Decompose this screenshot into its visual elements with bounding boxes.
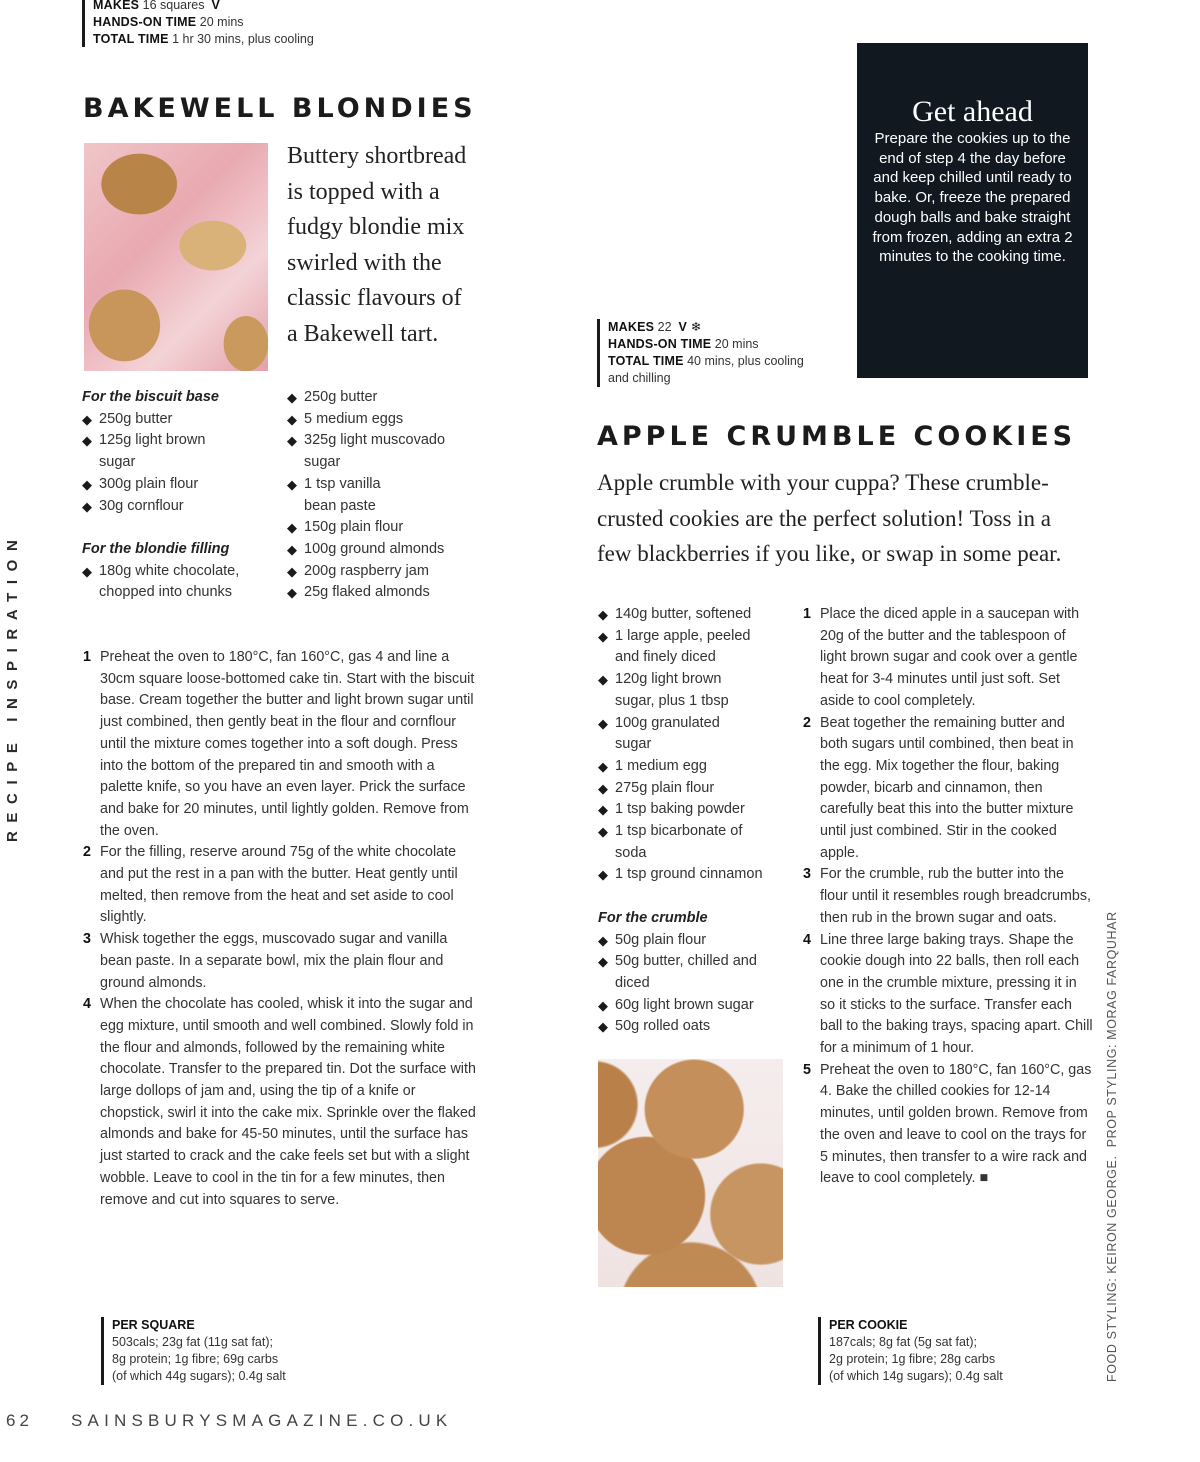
makes-value: 16 squares [142,0,205,12]
magazine-website[interactable]: SAINSBURYSMAGAZINE.CO.UK [71,1411,453,1430]
standfirst-line: a Bakewell tart. [287,320,439,347]
blondies-meta [82,0,382,47]
method-step: 2 Beat together the remaining butter and both sugars until combined, then beat in the egg. Mix together the flour, baking powder, bicarb and cinnamon, then carefully beat this into the butter mixture until just combined. Stir in the cooked apple. [803,714,1074,861]
method-step: 4 Line three large baking trays. Shape the cookie dough into 22 balls, then roll each one in the crumble mixture, pressing it in so it sticks to the surface. Transfer each ball to the baking trays, spacing apart. Chill for a minimum of 1 hour. [803,931,1093,1057]
ingredient-item: ◆ 1 large apple, peeled and finely diced [598,626,778,669]
photo-credits: FOOD STYLING: KEIRON GEORGE. PROP STYLING: MORAG FARQUHAR [1105,911,1119,1382]
section-label: RECIPE INSPIRATION [4,531,21,842]
ingredient-item: ◆ 1 medium egg [598,756,793,778]
ingredient-item: ◆ 1 tsp baking powder [598,799,793,821]
blondies-nutrition [101,1317,361,1385]
total-time-value: 40 mins, plus cooling and chilling [608,354,804,385]
nutrition-heading: PER COOKIE [829,1318,908,1332]
ingredient-list [82,561,277,604]
ingredient-item: ◆ 100g granulated sugar [598,713,748,756]
method-step: 3 For the crumble, rub the butter into the flour until it resembles rough breadcrumbs, then rub in the brown sugar and oats. [803,866,1091,926]
ingredient-item: ◆ 180g white chocolate, chopped into chunks [82,561,272,604]
total-time-value: 1 hr 30 mins, plus cooling [172,32,314,46]
ingredient-item: ◆ 60g light brown sugar [598,995,793,1017]
nutrition-line: (of which 14g sugars); 0.4g salt [829,1369,1003,1383]
blondies-standfirst [287,139,487,353]
ingredient-item: ◆ 50g butter, chilled and diced [598,951,768,994]
cookies-photo [598,1059,783,1287]
get-ahead-body: Prepare the cookies up to the end of step 4 the day before and keep chilled until ready to bake. Or, freeze the prepared dough balls and bake straight from frozen, adding an extra 2 minutes to the cooking time. [872,130,1073,266]
cookies-standfirst: Apple crumble with your cuppa? These crumble-crusted cookies are the perfect solution! Toss in a few blackberries if you like, or swap in some pear. [597,470,1062,566]
method-step: 2 For the filling, reserve around 75g of the white chocolate and put the rest in a pan with the butter. Heat gently until melted, then remove from the heat and set aside to cool slightly. [83,844,458,926]
nutrition-line: 187cals; 8g fat (5g sat fat); [829,1335,977,1349]
ingredient-item: ◆ 1 tsp bicarbonate of soda [598,821,748,864]
ingredient-list [287,387,477,604]
standfirst-line: Buttery shortbread [287,143,467,169]
ingredient-item: ◆ 1 tsp vanilla bean paste [287,474,397,517]
method-step: 4 When the chocolate has cooled, whisk it into the sugar and egg mixture, until smooth and well combined. Slowly fold in the flour and almonds, followed by the remaining white chocolate. Transfer to the prepared tin. Dot the surface with large dollops of jam and, using the tip of a knife or chopstick, swirl it into the cake mix. Sprinkle over the flaked almonds and bake for 45-50 minutes, until the surface has just started to crack and the cake feels set but with a slight wobble. Leave to cool in the tin for a few minutes, then remove and cut into squares to serve. [83,996,476,1208]
ingredient-item: ◆ 50g plain flour [598,930,793,952]
hands-on-label: HANDS-ON TIME [93,15,197,29]
total-time-label: TOTAL TIME [93,32,169,46]
method-step: 1 Preheat the oven to 180°C, fan 160°C, gas 4 and line a 30cm square loose-bottomed cake tin. Start with the biscuit base. Cream together the butter and light brown sugar until just combined, then gently beat in the flour and cornflour until the mixture comes together into a soft dough. Press into the bottom of the prepared tin and smooth with a palette knife, so you have an even layer. Prick the surface and bake for 20 minutes, until lightly golden. Remove from the oven. [83,649,475,839]
hands-on-value: 20 mins [199,15,244,29]
ingredient-item: ◆ 150g plain flour [287,517,477,539]
ingredient-list [598,604,793,886]
nutrition-line: (of which 44g sugars); 0.4g salt [112,1369,286,1383]
blondies-photo [84,143,268,371]
ingredient-item: ◆ 30g cornflour [82,496,277,518]
ingredient-item: ◆ 250g butter [287,387,477,409]
ingredient-item: ◆ 140g butter, softened [598,604,793,626]
nutrition-line: 503cals; 23g fat (11g sat fat); [112,1335,273,1349]
ingredient-group-heading: For the blondie filling [82,540,230,557]
hands-on-label: HANDS-ON TIME [608,337,712,351]
ingredient-item: ◆ 120g light brown sugar, plus 1 tbsp [598,669,748,712]
get-ahead-heading: Get ahead [912,95,1033,128]
method-step: 3 Whisk together the eggs, muscovado sugar and vanilla bean paste. In a separate bowl, mix the plain flour and ground almonds. [83,931,448,991]
nutrition-line: 8g protein; 1g fibre; 69g carbs [112,1352,279,1366]
blondies-ingredients-col2 [287,387,477,604]
vegetarian-badge: V [211,0,220,12]
ingredient-group-heading: For the biscuit base [82,389,219,405]
ingredient-group-heading: For the crumble [598,909,708,926]
cookies-meta [597,319,807,387]
ingredient-item: ◆ 25g flaked almonds [287,582,477,604]
standfirst-line: classic flavours of [287,285,462,312]
ingredient-item: ◆ 5 medium eggs [287,409,477,431]
ingredient-item: ◆ 125g light brown sugar [82,430,222,473]
makes-value: 22 [657,320,672,334]
cookies-title: APPLE CRUMBLE COOKIES [597,421,1077,452]
standfirst-line: is topped with a [287,178,440,205]
ingredient-item: ◆ 1 tsp ground cinnamon [598,864,793,886]
ingredient-item: ◆ 300g plain flour [82,474,277,496]
standfirst-line: swirled with the [287,249,442,276]
page-number: 62 [6,1411,33,1430]
nutrition-line: 2g protein; 1g fibre; 28g carbs [829,1352,996,1366]
get-ahead-box [857,43,1088,378]
ingredient-item: ◆ 250g butter [82,409,277,431]
hands-on-value: 20 mins [714,337,759,351]
ingredient-item: ◆ 275g plain flour [598,778,793,800]
ingredient-item: ◆ 200g raspberry jam [287,561,477,583]
makes-label: MAKES [608,320,655,334]
cookies-method [803,604,1095,1190]
ingredient-item: ◆ 50g rolled oats [598,1016,793,1038]
ingredient-item: ◆ 325g light muscovado sugar [287,430,447,473]
blondies-method [83,647,481,1211]
vegetarian-freezable-badge: V ❄ [678,320,702,334]
method-step: 1 Place the diced apple in a saucepan with 20g of the butter and the tablespoon of light brown sugar and cook over a gentle heat for 3-4 minutes until just soft. Set aside to cool completely. [803,606,1080,709]
makes-label: MAKES [93,0,140,12]
cookies-ingredients [598,604,793,1038]
method-step: 5 Preheat the oven to 180°C, fan 160°C, gas 4. Bake the chilled cookies for 12-14 minutes, until golden brown. Remove from the oven and leave to cool on the trays for 5 minutes, then transfer to a wire rack and leave to cool completely. ■ [803,1061,1092,1187]
ingredient-list [598,930,793,1039]
total-time-label: TOTAL TIME [608,354,684,368]
blondies-title: BAKEWELL BLONDIES [83,93,477,124]
nutrition-heading: PER SQUARE [112,1318,195,1332]
cookies-nutrition [818,1317,1078,1385]
ingredient-list [82,409,277,518]
standfirst-line: fudgy blondie mix [287,214,465,241]
ingredient-item: ◆ 100g ground almonds [287,539,477,561]
blondies-ingredients-col1 [82,387,277,604]
